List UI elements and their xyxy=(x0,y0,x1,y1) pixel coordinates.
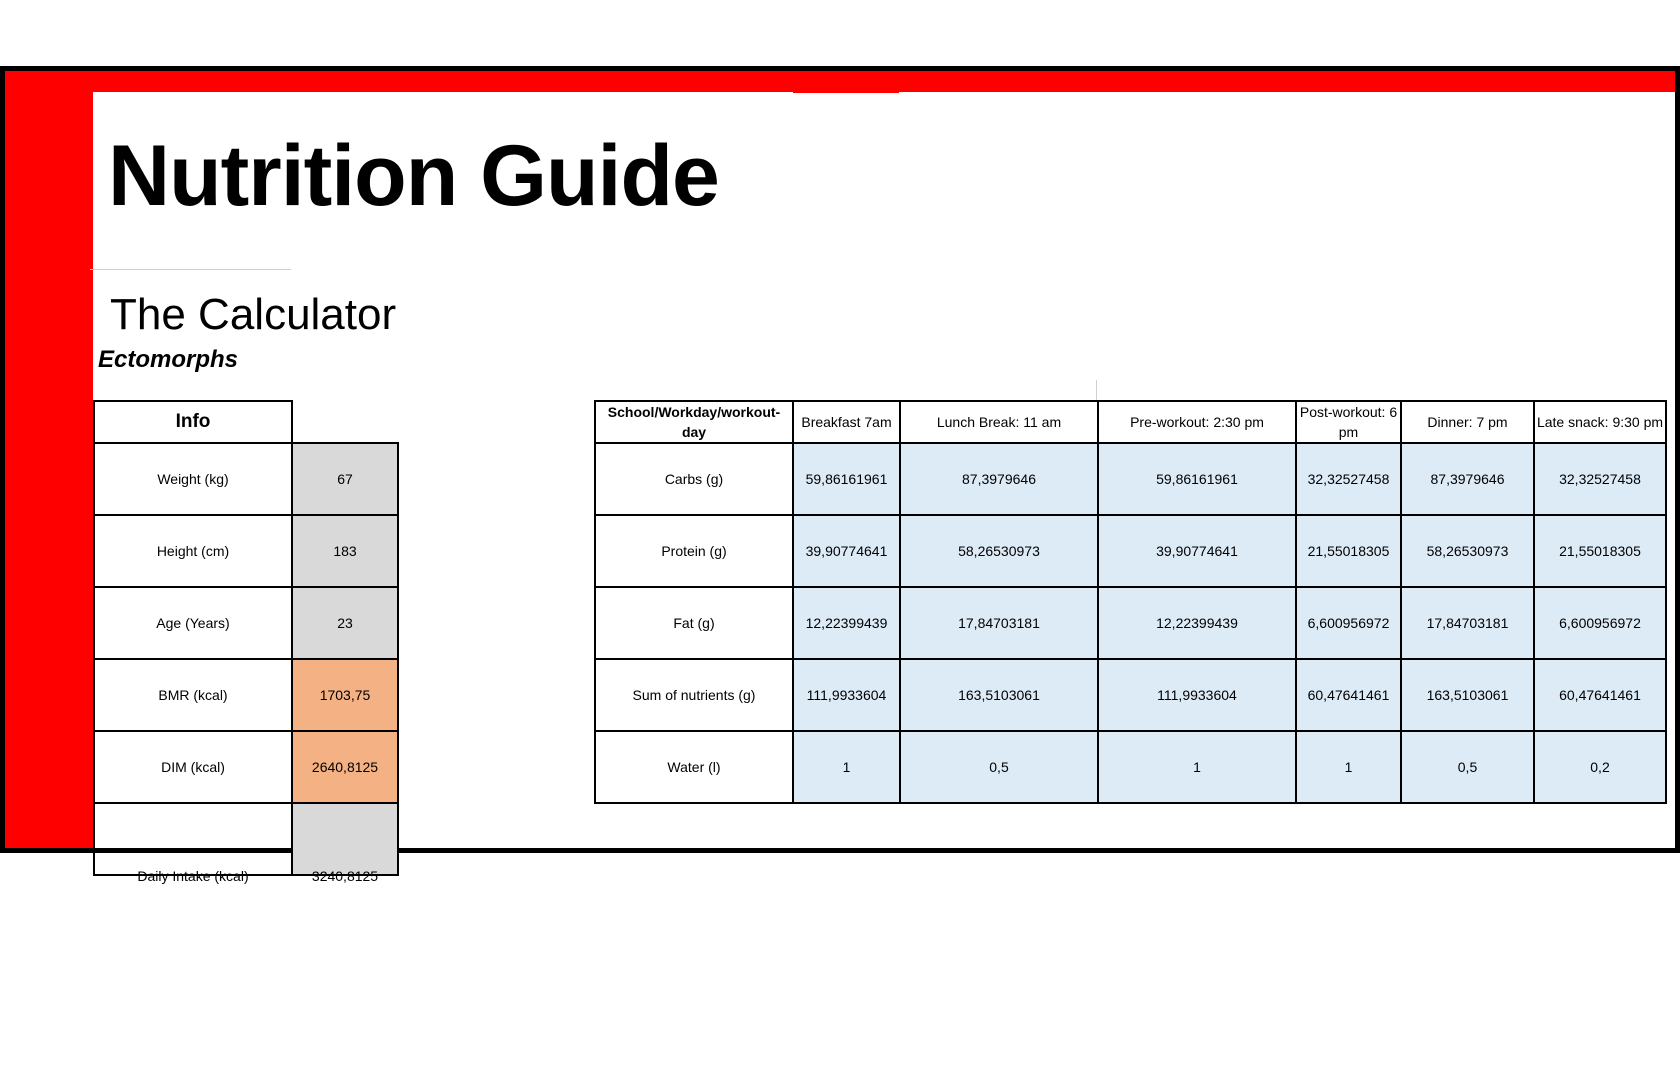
table-cell: 59,86161961 xyxy=(793,443,900,515)
table-cell: 163,5103061 xyxy=(1401,659,1534,731)
info-header-blank xyxy=(292,401,398,443)
weight-value-cell[interactable]: 67 xyxy=(292,443,398,515)
table-row-protein xyxy=(595,515,1666,587)
table-cell: 32,32527458 xyxy=(1296,443,1401,515)
page-title: Nutrition Guide xyxy=(108,128,719,224)
table-cell: 163,5103061 xyxy=(900,659,1098,731)
slide-canvas xyxy=(5,71,1675,884)
bmr-value-cell: 1703,75 xyxy=(292,659,398,731)
info-label: Height (cm) xyxy=(94,515,292,587)
table-cell: 39,90774641 xyxy=(1098,515,1296,587)
row-label: Sum of nutrients (g) xyxy=(595,659,793,731)
section-heading: Ectomorphs xyxy=(98,346,239,373)
table-cell: 111,9933604 xyxy=(793,659,900,731)
table-cell: 17,84703181 xyxy=(1401,587,1534,659)
column-header-pre-workout: Pre-workout: 2:30 pm xyxy=(1098,401,1296,443)
table-cell: 39,90774641 xyxy=(793,515,900,587)
row-label: Protein (g) xyxy=(595,515,793,587)
info-label: BMR (kcal) xyxy=(94,659,292,731)
table-cell: 21,55018305 xyxy=(1296,515,1401,587)
table-cell: 111,9933604 xyxy=(1098,659,1296,731)
day-type-header: School/Workday/workout-day xyxy=(595,401,793,443)
gridline-artifact xyxy=(1096,380,1097,400)
row-label: Fat (g) xyxy=(595,587,793,659)
column-header-lunch: Lunch Break: 11 am xyxy=(900,401,1098,443)
column-header-breakfast: Breakfast 7am xyxy=(793,401,900,443)
table-cell: 1 xyxy=(793,731,900,803)
info-row-age xyxy=(94,587,398,659)
red-left-band xyxy=(5,71,93,848)
table-cell: 0,2 xyxy=(1534,731,1666,803)
info-header-row xyxy=(94,401,398,443)
table-cell: 17,84703181 xyxy=(900,587,1098,659)
title-divider xyxy=(90,269,291,270)
table-cell: 60,47641461 xyxy=(1296,659,1401,731)
info-table xyxy=(93,400,399,884)
table-row-sum xyxy=(595,659,1666,731)
table-cell: 58,26530973 xyxy=(900,515,1098,587)
info-row-weight xyxy=(94,443,398,515)
info-label: Weight (kg) xyxy=(94,443,292,515)
table-row-water xyxy=(595,731,1666,803)
row-label: Water (l) xyxy=(595,731,793,803)
height-value-cell[interactable]: 183 xyxy=(292,515,398,587)
table-cell: 1 xyxy=(1098,731,1296,803)
table-cell: 58,26530973 xyxy=(1401,515,1534,587)
red-top-band xyxy=(5,71,1675,92)
table-cell: 87,3979646 xyxy=(900,443,1098,515)
daily-intake-value-cell xyxy=(292,803,398,884)
meal-plan-table xyxy=(594,400,1667,804)
column-header-post-workout: Post-workout: 6 pm xyxy=(1296,401,1401,443)
info-row-daily-intake xyxy=(94,803,398,875)
table-cell: 0,5 xyxy=(1401,731,1534,803)
dim-value-cell: 2640,8125 xyxy=(292,731,398,803)
table-cell: 0,5 xyxy=(900,731,1098,803)
table-cell: 60,47641461 xyxy=(1534,659,1666,731)
row-label: Carbs (g) xyxy=(595,443,793,515)
info-label-text: Daily Intake (kcal) xyxy=(137,868,249,884)
table-cell: 59,86161961 xyxy=(1098,443,1296,515)
column-header-dinner: Dinner: 7 pm xyxy=(1401,401,1534,443)
info-label: DIM (kcal) xyxy=(94,731,292,803)
page-subtitle: The Calculator xyxy=(110,290,397,339)
table-cell: 12,22399439 xyxy=(1098,587,1296,659)
meal-header-row xyxy=(595,401,1666,443)
table-cell: 6,600956972 xyxy=(1296,587,1401,659)
table-cell: 1 xyxy=(1296,731,1401,803)
table-cell: 6,600956972 xyxy=(1534,587,1666,659)
table-cell: 32,32527458 xyxy=(1534,443,1666,515)
info-row-dim xyxy=(94,731,398,803)
info-label: Age (Years) xyxy=(94,587,292,659)
table-cell: 12,22399439 xyxy=(793,587,900,659)
info-header: Info xyxy=(94,401,292,443)
table-cell: 21,55018305 xyxy=(1534,515,1666,587)
age-value-cell[interactable]: 23 xyxy=(292,587,398,659)
table-cell: 87,3979646 xyxy=(1401,443,1534,515)
table-row-fat xyxy=(595,587,1666,659)
info-row-height xyxy=(94,515,398,587)
column-header-late-snack: Late snack: 9:30 pm xyxy=(1534,401,1666,443)
table-row-carbs xyxy=(595,443,1666,515)
info-row-bmr xyxy=(94,659,398,731)
info-label xyxy=(94,803,292,884)
daily-intake-value: 3240,8125 xyxy=(311,868,379,884)
red-band-artifact xyxy=(793,92,899,93)
